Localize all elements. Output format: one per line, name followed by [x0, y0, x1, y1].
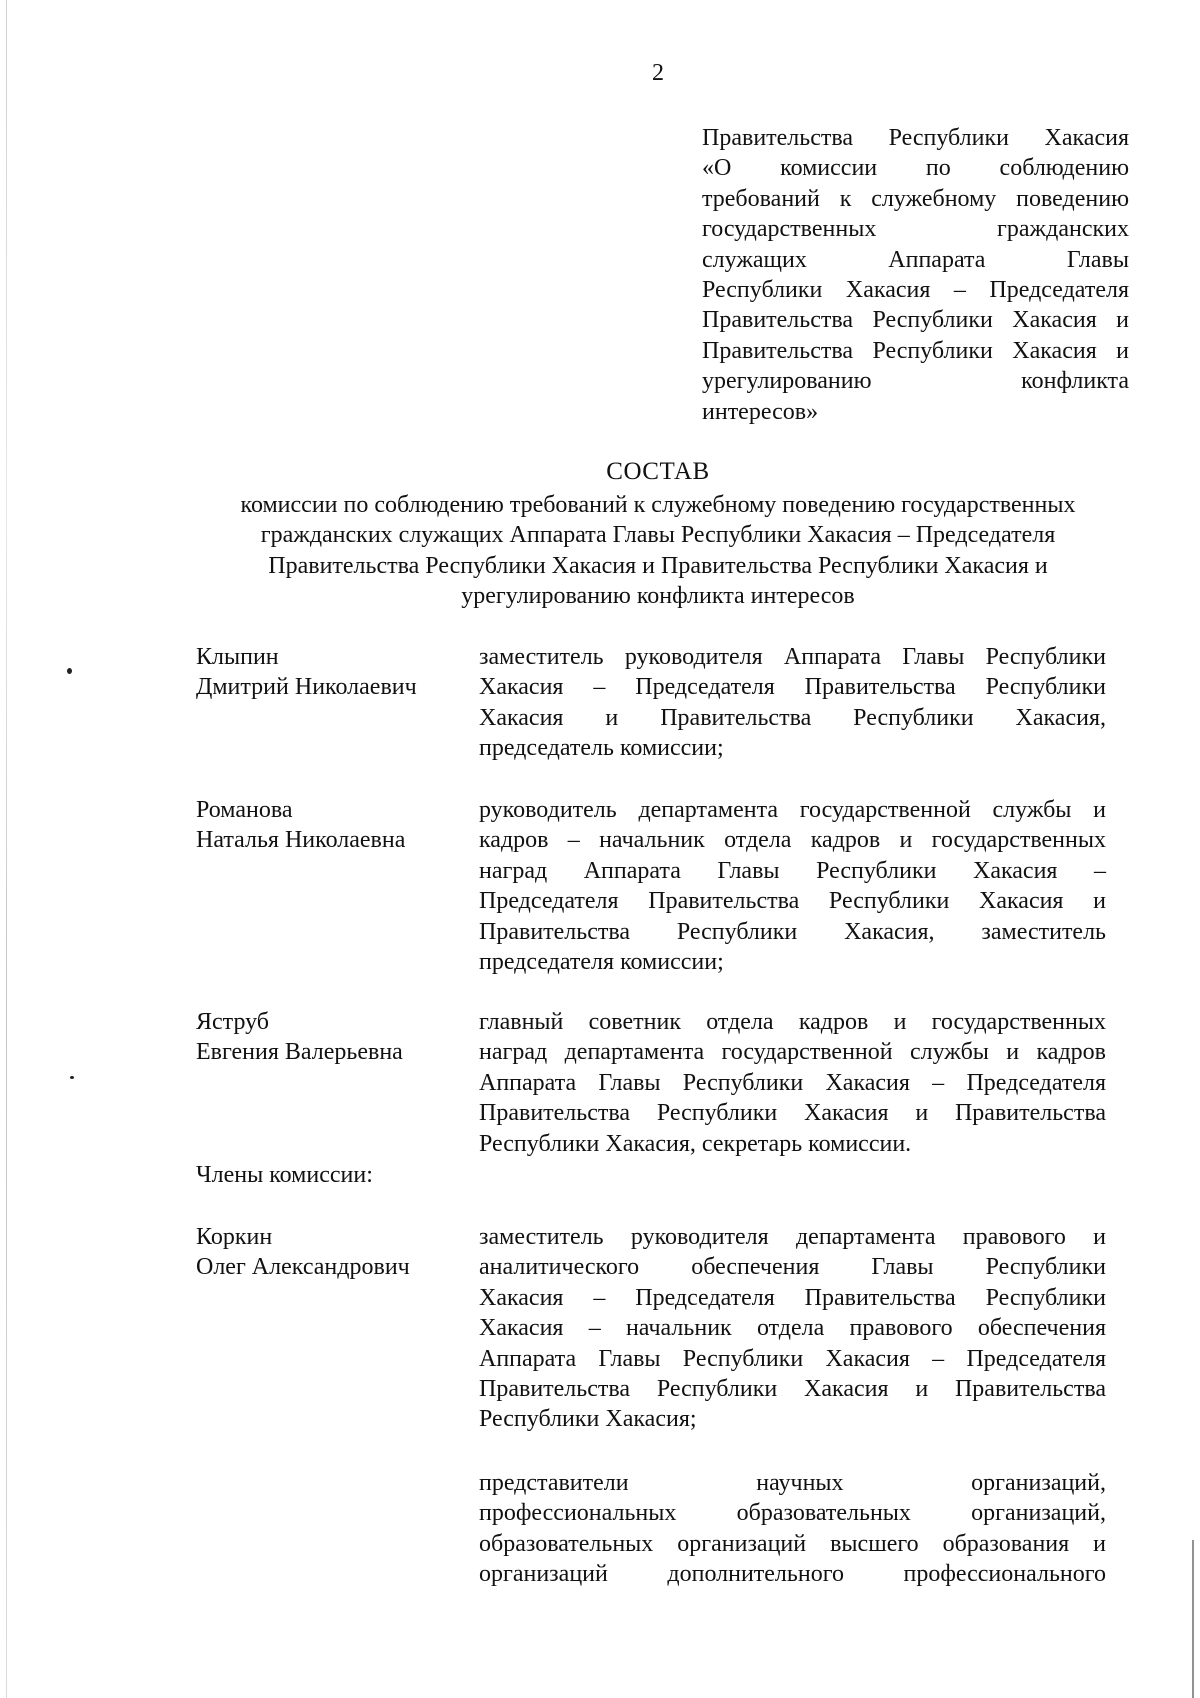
role-line: Республики Хакасия, секретарь комиссии. — [479, 1130, 912, 1157]
scan-speck — [67, 668, 72, 674]
subtitle-line: гражданских служащих Аппарата Главы Республики Хакасия – Председателя — [260, 522, 1056, 549]
member-given-name: Евгения Валерьевна — [196, 1039, 403, 1066]
representatives-line: образовательных организаций высшего образования и — [479, 1530, 1106, 1557]
member-role — [479, 795, 1106, 977]
role-line: Аппарата Главы Республики Хакасия – Председателя — [479, 1069, 1106, 1096]
role-line: Хакасия – Председателя Правительства Республики — [479, 674, 1106, 701]
document-title: СОСТАВ — [606, 458, 710, 485]
member-surname: Яструб — [196, 1009, 270, 1035]
scan-edge-left — [6, 0, 7, 1698]
header-reference-line: государственных гражданских — [702, 216, 1129, 243]
header-reference-line: интересов» — [702, 398, 819, 425]
member-surname: Клыпин — [196, 644, 279, 670]
role-line: наград департамента государственной службы и кадров — [479, 1039, 1106, 1066]
role-line: Аппарата Главы Республики Хакасия – Председателя — [479, 1345, 1106, 1372]
header-reference-line: служащих Аппарата Главы — [702, 246, 1129, 273]
role-line: заместитель руководителя Аппарата Главы Республики — [479, 644, 1106, 670]
role-line: председатель комиссии; — [479, 735, 724, 762]
role-line: аналитического обеспечения Главы Республики — [479, 1254, 1106, 1281]
role-line: Хакасия – начальник отдела правового обеспечения — [479, 1315, 1106, 1342]
member-role — [479, 1007, 1106, 1159]
role-line: кадров – начальник отдела кадров и государственных — [479, 827, 1106, 854]
header-reference-line: Республики Хакасия – Председателя — [702, 277, 1129, 304]
member-given-name: Наталья Николаевна — [196, 827, 406, 854]
role-line: Правительства Республики Хакасия, заместитель — [479, 918, 1106, 945]
header-reference-line: Правительства Республики Хакасия и — [702, 307, 1129, 334]
representatives-line: организаций дополнительного профессионального — [479, 1561, 1106, 1588]
role-line: Хакасия – Председателя Правительства Республики — [479, 1284, 1106, 1311]
member-role — [479, 1222, 1106, 1435]
header-reference-line: урегулированию конфликта — [702, 368, 1129, 395]
member-name — [196, 642, 466, 703]
header-reference-line: Правительства Республики Хакасия и — [702, 337, 1129, 364]
subtitle-line: Правительства Республики Хакасия и Правительства Республики Хакасия и — [268, 552, 1048, 579]
role-line: наград Аппарата Главы Республики Хакасия – — [479, 857, 1106, 884]
header-reference — [702, 123, 1129, 427]
scan-speck — [70, 1076, 74, 1079]
header-reference-line: требований к служебному поведению — [702, 185, 1129, 212]
members-label: Члены комиссии: — [196, 1162, 373, 1188]
role-line: Республики Хакасия; — [479, 1406, 697, 1433]
role-line: Председателя Правительства Республики Хакасия и — [479, 888, 1106, 915]
role-line: заместитель руководителя департамента правового и — [479, 1224, 1106, 1250]
role-line: главный советник отдела кадров и государственных — [479, 1009, 1106, 1035]
member-name — [196, 1222, 466, 1283]
representatives-line: представители научных организаций, — [479, 1470, 1106, 1496]
subtitle-line: комиссии по соблюдению требований к служебному поведению государственных — [240, 492, 1076, 518]
role-line: Хакасия и Правительства Республики Хакасия, — [479, 704, 1106, 731]
document-subtitle — [190, 490, 1126, 612]
role-line: председателя комиссии; — [479, 949, 724, 976]
member-given-name: Олег Александрович — [196, 1254, 410, 1281]
representatives-paragraph — [479, 1468, 1106, 1590]
member-surname: Коркин — [196, 1224, 273, 1250]
subtitle-line: урегулированию конфликта интересов — [461, 583, 855, 610]
role-line: Правительства Республики Хакасия и Правительства — [479, 1376, 1106, 1403]
header-reference-line: Правительства Республики Хакасия — [702, 125, 1129, 151]
representatives-line: профессиональных образовательных организаций, — [479, 1500, 1106, 1527]
member-name — [196, 795, 466, 856]
member-role — [479, 642, 1106, 764]
scan-edge-right — [1192, 1540, 1194, 1698]
role-line: руководитель департамента государственной службы и — [479, 797, 1106, 823]
member-surname: Романова — [196, 797, 293, 823]
member-name — [196, 1007, 466, 1068]
member-given-name: Дмитрий Николаевич — [196, 674, 417, 701]
header-reference-line: «О комиссии по соблюдению — [702, 155, 1129, 182]
role-line: Правительства Республики Хакасия и Правительства — [479, 1100, 1106, 1127]
page-number: 2 — [652, 60, 664, 86]
